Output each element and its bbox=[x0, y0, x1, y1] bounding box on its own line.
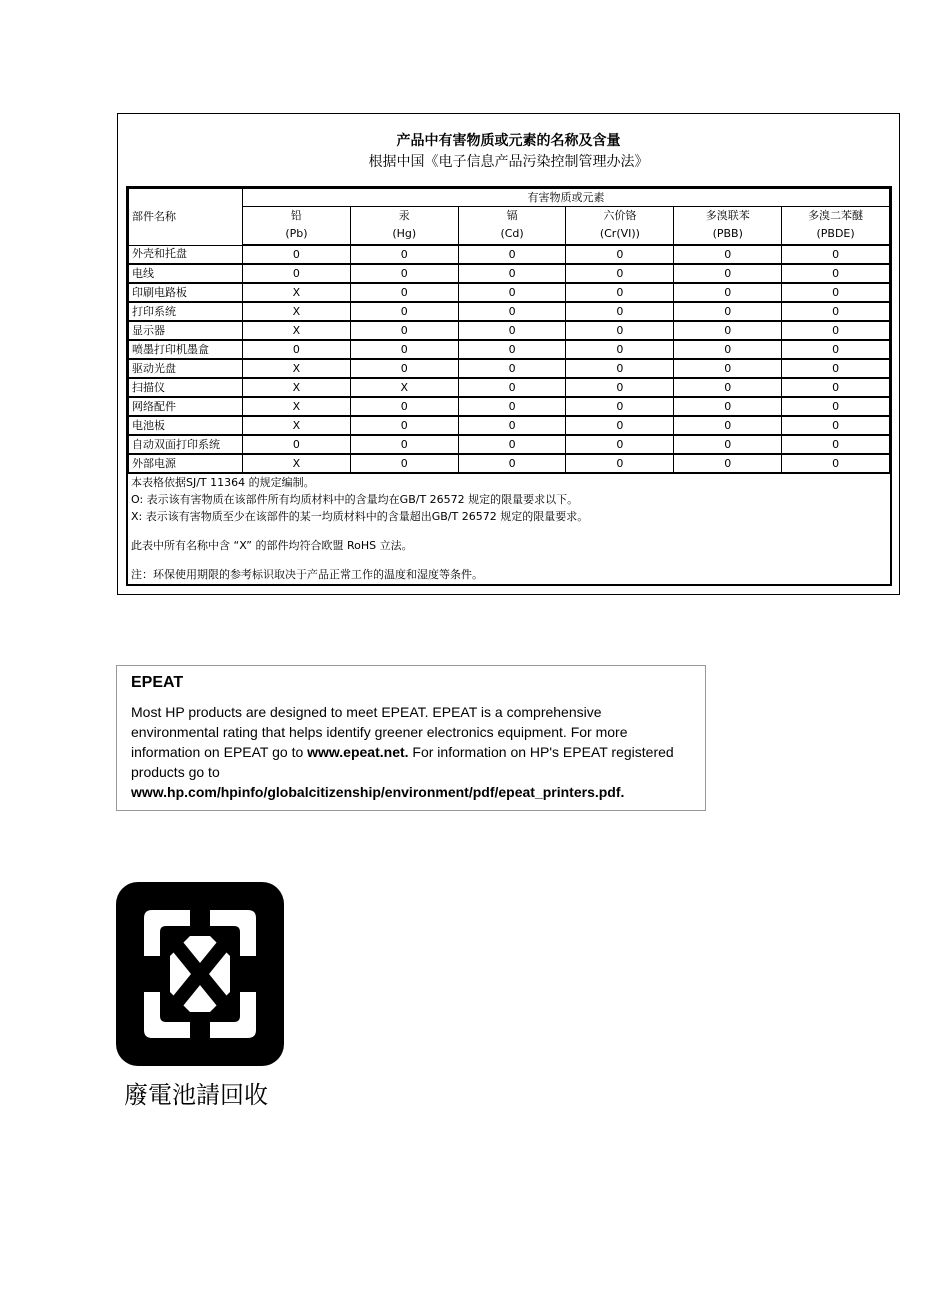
substance-value-cell: 0 bbox=[243, 435, 351, 454]
substance-value-cell: 0 bbox=[458, 264, 566, 283]
substance-value-cell: 0 bbox=[782, 340, 890, 359]
substance-value-cell: 0 bbox=[782, 435, 890, 454]
substance-value-cell: 0 bbox=[458, 340, 566, 359]
hazard-table-container bbox=[126, 186, 892, 586]
substance-value-cell: 0 bbox=[674, 397, 782, 416]
substance-value-cell: 0 bbox=[782, 302, 890, 321]
substance-value-cell: 0 bbox=[458, 283, 566, 302]
substance-value-cell: 0 bbox=[782, 416, 890, 435]
substance-value-cell: 0 bbox=[350, 340, 458, 359]
substance-value-cell: 0 bbox=[566, 264, 674, 283]
substance-value-cell: 0 bbox=[350, 416, 458, 435]
epeat-text-1: Most HP products are designed to meet EPEAT. EPEAT is a comprehensive environmental rating that helps identify greener electronics equipment. For more information on EPEAT go to bbox=[131, 704, 628, 760]
table-row bbox=[129, 283, 890, 302]
substance-value-cell: 0 bbox=[566, 378, 674, 397]
substance-value-cell: 0 bbox=[350, 454, 458, 473]
substance-value-cell: X bbox=[243, 397, 351, 416]
substance-value-cell: 0 bbox=[782, 397, 890, 416]
substance-value-cell: 0 bbox=[674, 340, 782, 359]
epeat-section bbox=[116, 665, 706, 811]
part-name-cell: 自动双面打印系统 bbox=[129, 435, 243, 454]
part-name-cell: 喷墨打印机墨盒 bbox=[129, 340, 243, 359]
substance-symbol: (PBB) bbox=[674, 224, 782, 245]
substance-value-cell: 0 bbox=[674, 245, 782, 264]
table-row bbox=[129, 435, 890, 454]
substance-name: 六价铬 bbox=[566, 207, 674, 225]
substance-value-cell: X bbox=[243, 378, 351, 397]
substance-value-cell: 0 bbox=[674, 435, 782, 454]
substance-value-cell: 0 bbox=[458, 454, 566, 473]
note-basis: 本表格依据SJ/T 11364 的规定编制。 bbox=[131, 476, 315, 489]
substance-value-cell: X bbox=[350, 378, 458, 397]
substance-value-cell: 0 bbox=[350, 397, 458, 416]
substance-symbol: (PBDE) bbox=[782, 224, 890, 245]
substance-value-cell: X bbox=[243, 321, 351, 340]
substance-value-cell: 0 bbox=[566, 416, 674, 435]
substance-value-cell: 0 bbox=[458, 435, 566, 454]
substance-value-cell: 0 bbox=[566, 283, 674, 302]
substance-value-cell: 0 bbox=[350, 245, 458, 264]
table-row bbox=[129, 302, 890, 321]
hp-epeat-link[interactable]: www.hp.com/hpinfo/globalcitizenship/environment/pdf/epeat_printers.pdf. bbox=[131, 784, 625, 800]
substance-value-cell: 0 bbox=[782, 454, 890, 473]
substance-symbol: (Cd) bbox=[458, 224, 566, 245]
epeat-body bbox=[131, 702, 691, 802]
note-rohs: 此表中所有名称中含 “X” 的部件均符合欧盟 RoHS 立法。 bbox=[131, 539, 413, 552]
epeat-title: EPEAT bbox=[131, 674, 184, 691]
table-row bbox=[129, 416, 890, 435]
substance-value-cell: 0 bbox=[566, 245, 674, 264]
substance-value-cell: 0 bbox=[674, 359, 782, 378]
substance-value-cell: 0 bbox=[350, 359, 458, 378]
substance-value-cell: 0 bbox=[350, 321, 458, 340]
note-remark: 注：环保使用期限的参考标识取决于产品正常工作的温度和湿度等条件。 bbox=[131, 568, 483, 581]
substance-value-cell: 0 bbox=[674, 321, 782, 340]
table-row bbox=[129, 359, 890, 378]
substance-value-cell: 0 bbox=[566, 435, 674, 454]
part-name-cell: 驱动光盘 bbox=[129, 359, 243, 378]
substance-value-cell: 0 bbox=[782, 359, 890, 378]
substance-value-cell: X bbox=[243, 302, 351, 321]
substance-value-cell: 0 bbox=[243, 245, 351, 264]
part-name-cell: 打印系统 bbox=[129, 302, 243, 321]
substance-symbol: (Pb) bbox=[243, 224, 351, 245]
substance-value-cell: 0 bbox=[566, 397, 674, 416]
substance-value-cell: 0 bbox=[350, 264, 458, 283]
substance-value-cell: 0 bbox=[782, 264, 890, 283]
substance-value-cell: 0 bbox=[782, 283, 890, 302]
substance-value-cell: 0 bbox=[782, 245, 890, 264]
substance-value-cell: 0 bbox=[458, 245, 566, 264]
header-part-name: 部件名称 bbox=[129, 189, 243, 246]
hazard-table-subtitle: 根据中国《电子信息产品污染控制管理办法》 bbox=[368, 154, 649, 170]
substance-name: 镉 bbox=[458, 207, 566, 225]
substance-value-cell: 0 bbox=[566, 302, 674, 321]
table-row bbox=[129, 378, 890, 397]
note-x-definition: X: 表示该有害物质至少在该部件的某一均质材料中的含量超出GB/T 26572 规定的限量要求。 bbox=[131, 510, 589, 523]
substance-value-cell: X bbox=[243, 359, 351, 378]
substance-value-cell: X bbox=[243, 283, 351, 302]
battery-recycle-caption: 廢電池請回收 bbox=[124, 1081, 268, 1109]
part-name-cell: 网络配件 bbox=[129, 397, 243, 416]
substance-value-cell: 0 bbox=[458, 359, 566, 378]
part-name-cell: 显示器 bbox=[129, 321, 243, 340]
table-row bbox=[129, 340, 890, 359]
part-name-cell: 电池板 bbox=[129, 416, 243, 435]
substance-value-cell: 0 bbox=[674, 378, 782, 397]
substance-value-cell: 0 bbox=[566, 359, 674, 378]
substance-name: 汞 bbox=[350, 207, 458, 225]
substance-value-cell: 0 bbox=[674, 302, 782, 321]
substance-value-cell: 0 bbox=[566, 340, 674, 359]
table-row bbox=[129, 245, 890, 264]
note-o-definition: O: 表示该有害物质在该部件所有均质材料中的含量均在GB/T 26572 规定的限量要求以下。 bbox=[131, 493, 579, 506]
table-row bbox=[129, 397, 890, 416]
substance-value-cell: 0 bbox=[674, 416, 782, 435]
hazard-substance-section bbox=[117, 113, 900, 595]
substance-value-cell: 0 bbox=[458, 378, 566, 397]
substance-value-cell: 0 bbox=[458, 321, 566, 340]
substance-value-cell: 0 bbox=[566, 454, 674, 473]
part-name-cell: 外壳和托盘 bbox=[129, 245, 243, 264]
substance-symbol: (Hg) bbox=[350, 224, 458, 245]
substance-value-cell: 0 bbox=[458, 302, 566, 321]
substance-value-cell: X bbox=[243, 454, 351, 473]
substance-value-cell: 0 bbox=[674, 283, 782, 302]
header-substance-group: 有害物质或元素 bbox=[243, 189, 890, 207]
epeat-text-2: For information on HP's EPEAT registered products go to bbox=[131, 744, 674, 780]
substance-value-cell: 0 bbox=[243, 340, 351, 359]
epeat-link[interactable]: www.epeat.net. bbox=[307, 744, 409, 760]
substance-value-cell: 0 bbox=[674, 454, 782, 473]
substance-value-cell: 0 bbox=[350, 283, 458, 302]
substance-value-cell: 0 bbox=[782, 321, 890, 340]
substance-value-cell: 0 bbox=[782, 378, 890, 397]
substance-value-cell: X bbox=[243, 416, 351, 435]
substance-value-cell: 0 bbox=[458, 416, 566, 435]
substance-name: 铅 bbox=[243, 207, 351, 225]
table-row bbox=[129, 454, 890, 473]
hazard-table-title: 产品中有害物质或元素的名称及含量 bbox=[396, 133, 621, 149]
part-name-cell: 外部电源 bbox=[129, 454, 243, 473]
part-name-cell: 扫描仪 bbox=[129, 378, 243, 397]
substance-value-cell: 0 bbox=[350, 435, 458, 454]
substance-value-cell: 0 bbox=[350, 302, 458, 321]
substance-value-cell: 0 bbox=[674, 264, 782, 283]
battery-recycle-icon bbox=[116, 882, 284, 1066]
substance-value-cell: 0 bbox=[458, 397, 566, 416]
table-row bbox=[129, 264, 890, 283]
table-row bbox=[129, 321, 890, 340]
part-name-cell: 印刷电路板 bbox=[129, 283, 243, 302]
hazard-table bbox=[128, 188, 890, 474]
substance-value-cell: 0 bbox=[566, 321, 674, 340]
substance-symbol: (Cr(VI)) bbox=[566, 224, 674, 245]
substance-name: 多溴联苯 bbox=[674, 207, 782, 225]
hazard-table-notes bbox=[128, 474, 890, 583]
substance-name: 多溴二苯醚 bbox=[782, 207, 890, 225]
substance-value-cell: 0 bbox=[243, 264, 351, 283]
part-name-cell: 电线 bbox=[129, 264, 243, 283]
